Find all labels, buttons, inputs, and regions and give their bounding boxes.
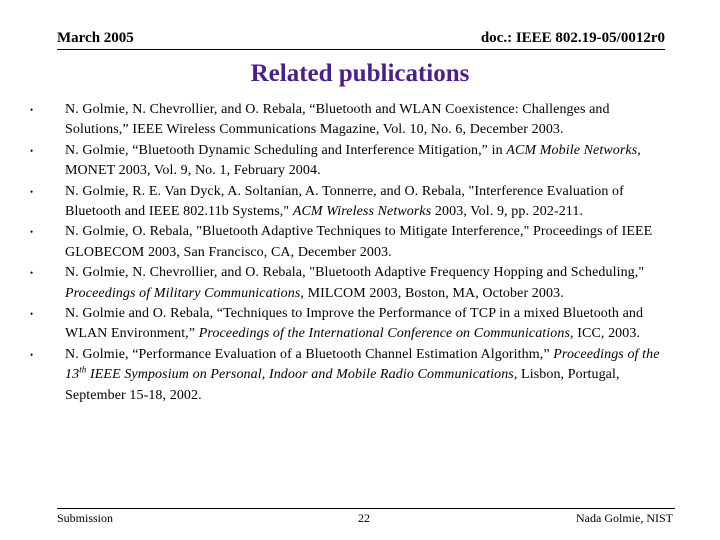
page-number: 22 xyxy=(358,511,370,525)
header-doc-id: doc.: IEEE 802.19-05/0012r0 xyxy=(480,30,665,46)
reference-list xyxy=(30,100,675,406)
reference-item xyxy=(30,141,675,182)
reference-item xyxy=(30,222,675,263)
reference-italic-text: ACM Wireless Networks xyxy=(292,204,432,220)
reference-text: , Lisbon, Portugal, September 15-18, 2002. xyxy=(65,367,620,403)
reference-item xyxy=(30,100,675,141)
reference-italic-text: IEEE Symposium on Personal, Indoor and Mobile Radio Communications xyxy=(86,367,514,383)
bullet-icon: • xyxy=(30,309,34,320)
footer-submission: Submission xyxy=(57,511,114,525)
bullet-icon: • xyxy=(30,105,34,115)
reference-text: , MONET 2003, Vol. 9, No. 1, February 2004. xyxy=(65,142,641,179)
footer-author: Nada Golmie, NIST xyxy=(576,511,673,525)
header-divider xyxy=(57,49,665,50)
bullet-icon: • xyxy=(30,349,34,360)
footer-divider xyxy=(57,508,675,509)
bullet-icon: • xyxy=(30,145,34,156)
reference-italic-text: Proceedings of the 13 xyxy=(65,346,660,383)
reference-italic-text: ACM Mobile Networks xyxy=(506,142,638,158)
reference-text: N. Golmie, “Bluetooth Dynamic Scheduling and Interference Mitigation,” in xyxy=(65,142,507,158)
reference-text: N. Golmie, N. Chevrollier, and O. Rebala, “Bluetooth and WLAN Coexistence: Challenges and Solutions,” IEEE Wireless Communications Magazine, Vol. 10, No. 6, December 2003. xyxy=(65,102,610,138)
reference-italic-text: Proceedings of the International Conference on Communications xyxy=(198,326,571,342)
reference-text: , MILCOM 2003, Boston, MA, October 2003. xyxy=(300,285,564,301)
reference-text: N. Golmie, R. E. Van Dyck, A. Soltanian, A. Tonnerre, and O. Rebala, "Interference Evaluation of Bluetooth and IEEE 802.11b Systems," xyxy=(65,183,624,220)
reference-text: N. Golmie, “Performance Evaluation of a Bluetooth Channel Estimation Algorithm,” xyxy=(65,346,554,362)
reference-item xyxy=(30,182,675,223)
reference-italic-text: th xyxy=(79,364,87,375)
slide-title: Related publications xyxy=(250,60,470,87)
reference-text: , ICC, 2003. xyxy=(570,326,641,342)
bullet-icon: • xyxy=(30,268,34,279)
reference-item xyxy=(30,345,675,406)
reference-text: N. Golmie, O. Rebala, "Bluetooth Adaptive Techniques to Mitigate Interference," Proceedings of IEEE GLOBECOM 2003, San Francisco, CA, December 2003. xyxy=(65,224,653,260)
header-date: March 2005 xyxy=(57,30,134,46)
bullet-icon: • xyxy=(30,186,34,197)
bullet-icon: • xyxy=(30,227,34,238)
reference-text: N. Golmie, N. Chevrollier, and O. Rebala, "Bluetooth Adaptive Frequency Hopping and Scheduling," xyxy=(65,265,645,281)
reference-text: 2003, Vol. 9, pp. 202-211. xyxy=(431,204,584,220)
reference-item xyxy=(30,263,675,304)
reference-italic-text: Proceedings of Military Communications xyxy=(65,285,301,301)
reference-text: N. Golmie and O. Rebala, “Techniques to Improve the Performance of TCP in a mixed Bluetooth and WLAN Environment,” xyxy=(65,306,644,342)
reference-item xyxy=(30,304,675,345)
